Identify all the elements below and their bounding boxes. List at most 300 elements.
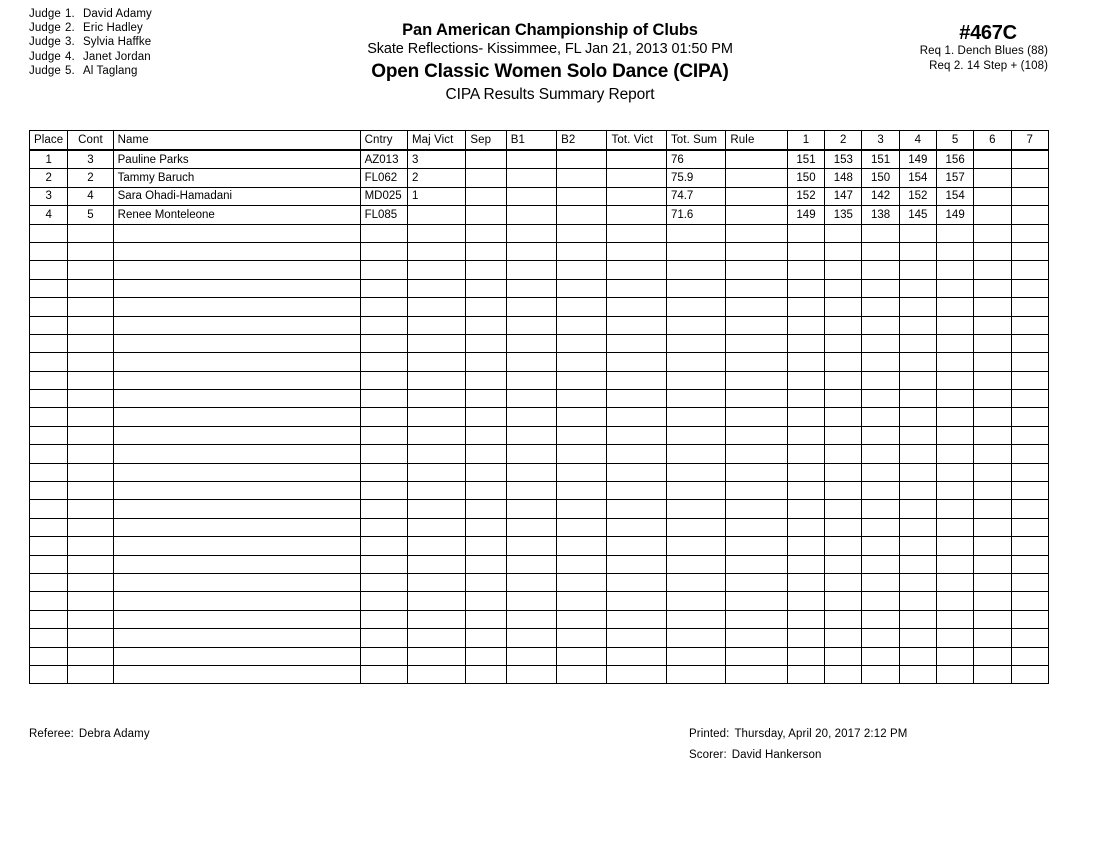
cell-maj_vict — [407, 408, 465, 426]
table-row-empty[interactable] — [30, 224, 1049, 242]
cell-maj_vict — [407, 261, 465, 279]
cell-j4 — [899, 242, 936, 260]
cell-j2 — [825, 408, 862, 426]
cell-b2 — [557, 316, 607, 334]
cell-tot_sum — [666, 316, 725, 334]
cell-j6 — [974, 408, 1011, 426]
table-row-empty[interactable] — [30, 537, 1049, 555]
results-table — [29, 130, 1049, 684]
cell-j1 — [787, 482, 824, 500]
cell-rule — [726, 242, 787, 260]
cell-b2 — [557, 482, 607, 500]
cell-j6 — [974, 573, 1011, 591]
cell-j4 — [899, 390, 936, 408]
table-row-empty[interactable] — [30, 298, 1049, 316]
table-row[interactable] — [30, 150, 1049, 169]
cell-cont — [68, 537, 113, 555]
table-row-empty[interactable] — [30, 573, 1049, 591]
cell-tot_sum — [666, 242, 725, 260]
cell-j2 — [825, 390, 862, 408]
cell-j5 — [936, 592, 973, 610]
cell-j7 — [1011, 665, 1048, 683]
cell-cont: 4 — [68, 187, 113, 205]
cell-j7 — [1011, 242, 1048, 260]
table-row-empty[interactable] — [30, 316, 1049, 334]
scorer-name: David Hankerson — [731, 749, 822, 761]
cell-b2 — [557, 463, 607, 481]
cell-j7 — [1011, 206, 1048, 224]
cell-j4 — [899, 353, 936, 371]
cell-cont — [68, 629, 113, 647]
cell-cont — [68, 555, 113, 573]
cell-tot_sum — [666, 647, 725, 665]
cell-place — [30, 500, 68, 518]
cell-j3 — [862, 500, 899, 518]
cell-j7 — [1011, 224, 1048, 242]
cell-tot_sum — [666, 665, 725, 683]
cell-j2 — [825, 353, 862, 371]
column-header-j3: 3 — [862, 131, 899, 151]
cell-cntry — [360, 261, 407, 279]
referee-line — [29, 728, 150, 740]
cell-j7 — [1011, 537, 1048, 555]
cell-j2 — [825, 224, 862, 242]
cell-tot_sum — [666, 390, 725, 408]
results-table-container — [29, 130, 1049, 684]
cell-tot_vict — [607, 150, 666, 169]
cell-j2 — [825, 298, 862, 316]
cell-j7 — [1011, 334, 1048, 352]
cell-cont — [68, 647, 113, 665]
cell-tot_vict — [607, 224, 666, 242]
cell-j3: 138 — [862, 206, 899, 224]
cell-j7 — [1011, 500, 1048, 518]
cell-cntry — [360, 537, 407, 555]
cell-tot_vict — [607, 555, 666, 573]
table-row[interactable] — [30, 187, 1049, 205]
cell-tot_sum — [666, 482, 725, 500]
cell-rule — [726, 463, 787, 481]
cell-j7 — [1011, 316, 1048, 334]
cell-j6 — [974, 500, 1011, 518]
cell-sep — [466, 390, 506, 408]
printed-label: Printed: — [689, 728, 730, 740]
column-header-b1: B1 — [506, 131, 556, 151]
cell-place — [30, 371, 68, 389]
cell-j5: 154 — [936, 187, 973, 205]
table-row-empty[interactable] — [30, 500, 1049, 518]
cell-tot_sum: 75.9 — [666, 169, 725, 187]
cell-j2 — [825, 445, 862, 463]
cell-cont — [68, 665, 113, 683]
cell-b2 — [557, 665, 607, 683]
cell-j2 — [825, 500, 862, 518]
cell-maj_vict — [407, 316, 465, 334]
column-header-b2: B2 — [557, 131, 607, 151]
cell-place: 2 — [30, 169, 68, 187]
cell-b2 — [557, 426, 607, 444]
cell-tot_vict — [607, 647, 666, 665]
cell-j3 — [862, 334, 899, 352]
cell-name — [113, 353, 360, 371]
cell-j2 — [825, 242, 862, 260]
cell-j1 — [787, 592, 824, 610]
cell-b1 — [506, 298, 556, 316]
cell-j2: 148 — [825, 169, 862, 187]
table-row-empty[interactable] — [30, 665, 1049, 683]
cell-b1 — [506, 500, 556, 518]
cell-j3 — [862, 647, 899, 665]
cell-cntry — [360, 592, 407, 610]
cell-j5 — [936, 665, 973, 683]
cell-cntry — [360, 629, 407, 647]
cell-j1 — [787, 445, 824, 463]
table-row-empty[interactable] — [30, 408, 1049, 426]
cell-name — [113, 518, 360, 536]
cell-j6 — [974, 261, 1011, 279]
cell-name — [113, 445, 360, 463]
cell-rule — [726, 665, 787, 683]
cell-j4 — [899, 537, 936, 555]
cell-j4 — [899, 610, 936, 628]
cell-j1 — [787, 665, 824, 683]
cell-maj_vict — [407, 482, 465, 500]
cell-j7 — [1011, 445, 1048, 463]
referee-name: Debra Adamy — [78, 728, 150, 740]
cell-j3 — [862, 242, 899, 260]
cell-place — [30, 629, 68, 647]
cell-b1 — [506, 647, 556, 665]
cell-name — [113, 371, 360, 389]
cell-rule — [726, 187, 787, 205]
cell-b1 — [506, 169, 556, 187]
column-header-j1: 1 — [787, 131, 824, 151]
cell-j5 — [936, 390, 973, 408]
cell-cont — [68, 261, 113, 279]
cell-tot_sum: 74.7 — [666, 187, 725, 205]
cell-j7 — [1011, 610, 1048, 628]
table-row-empty[interactable] — [30, 426, 1049, 444]
table-row-empty[interactable] — [30, 390, 1049, 408]
cell-j5 — [936, 408, 973, 426]
cell-j4 — [899, 426, 936, 444]
cell-j1 — [787, 408, 824, 426]
cell-sep — [466, 592, 506, 610]
cell-tot_sum — [666, 371, 725, 389]
cell-j1: 152 — [787, 187, 824, 205]
cell-b2 — [557, 279, 607, 297]
event-title: Pan American Championship of Clubs — [402, 21, 698, 39]
cell-j2 — [825, 518, 862, 536]
cell-sep — [466, 187, 506, 205]
cell-b1 — [506, 573, 556, 591]
cell-b1 — [506, 445, 556, 463]
cell-b1 — [506, 150, 556, 169]
cell-j3: 150 — [862, 169, 899, 187]
cell-j3 — [862, 408, 899, 426]
report-subtitle: CIPA Results Summary Report — [445, 86, 655, 103]
cell-j7 — [1011, 463, 1048, 481]
cell-j5 — [936, 224, 973, 242]
cell-j3 — [862, 573, 899, 591]
cell-rule — [726, 482, 787, 500]
cell-j7 — [1011, 261, 1048, 279]
cell-j1 — [787, 279, 824, 297]
cell-rule — [726, 573, 787, 591]
cell-place — [30, 224, 68, 242]
cell-b1 — [506, 408, 556, 426]
cell-b1 — [506, 261, 556, 279]
cell-place — [30, 463, 68, 481]
cell-name — [113, 334, 360, 352]
cell-rule — [726, 445, 787, 463]
table-row[interactable] — [30, 206, 1049, 224]
cell-tot_vict — [607, 334, 666, 352]
cell-cont — [68, 482, 113, 500]
table-row-empty[interactable] — [30, 482, 1049, 500]
table-row-empty[interactable] — [30, 463, 1049, 481]
cell-name — [113, 279, 360, 297]
cell-tot_sum — [666, 334, 725, 352]
column-header-j6: 6 — [974, 131, 1011, 151]
cell-j1 — [787, 518, 824, 536]
cell-j4 — [899, 482, 936, 500]
cell-cntry — [360, 279, 407, 297]
table-row-empty[interactable] — [30, 242, 1049, 260]
column-header-cont: Cont — [68, 131, 113, 151]
cell-b1 — [506, 224, 556, 242]
cell-cont — [68, 500, 113, 518]
cell-j4 — [899, 592, 936, 610]
cell-j6 — [974, 463, 1011, 481]
table-row-empty[interactable] — [30, 261, 1049, 279]
cell-maj_vict — [407, 426, 465, 444]
cell-j4 — [899, 463, 936, 481]
cell-tot_vict — [607, 316, 666, 334]
cell-rule — [726, 316, 787, 334]
cell-cont — [68, 298, 113, 316]
table-body — [30, 150, 1049, 684]
cell-cntry — [360, 334, 407, 352]
cell-name — [113, 610, 360, 628]
cell-b2 — [557, 610, 607, 628]
cell-j6 — [974, 187, 1011, 205]
column-header-place: Place — [30, 131, 68, 151]
cell-b2 — [557, 169, 607, 187]
column-header-j5: 5 — [936, 131, 973, 151]
table-row-empty[interactable] — [30, 334, 1049, 352]
cell-j7 — [1011, 555, 1048, 573]
cell-b1 — [506, 518, 556, 536]
cell-cont: 2 — [68, 169, 113, 187]
cell-tot_vict — [607, 610, 666, 628]
table-row-empty[interactable] — [30, 555, 1049, 573]
cell-j3 — [862, 353, 899, 371]
cell-name — [113, 482, 360, 500]
cell-b2 — [557, 592, 607, 610]
cell-j6 — [974, 353, 1011, 371]
table-row-empty[interactable] — [30, 353, 1049, 371]
cell-j5 — [936, 555, 973, 573]
cell-j6 — [974, 224, 1011, 242]
cell-j7 — [1011, 187, 1048, 205]
cell-j3: 151 — [862, 150, 899, 169]
cell-maj_vict — [407, 592, 465, 610]
judge-number: 3. — [65, 36, 75, 49]
cell-sep — [466, 629, 506, 647]
cell-tot_sum — [666, 426, 725, 444]
cell-cntry — [360, 298, 407, 316]
cell-j5: 149 — [936, 206, 973, 224]
cell-sep — [466, 426, 506, 444]
cell-place — [30, 610, 68, 628]
cell-tot_sum — [666, 592, 725, 610]
column-header-j7: 7 — [1011, 131, 1048, 151]
table-row-empty[interactable] — [30, 592, 1049, 610]
cell-j1 — [787, 316, 824, 334]
cell-j1 — [787, 390, 824, 408]
column-header-name: Name — [113, 131, 360, 151]
table-row-empty[interactable] — [30, 371, 1049, 389]
cell-tot_vict — [607, 463, 666, 481]
cell-cntry — [360, 408, 407, 426]
cell-tot_vict — [607, 482, 666, 500]
cell-j5 — [936, 629, 973, 647]
cell-place — [30, 445, 68, 463]
cell-place — [30, 242, 68, 260]
cell-b2 — [557, 334, 607, 352]
cell-maj_vict: 1 — [407, 187, 465, 205]
column-header-tot_sum: Tot. Sum — [666, 131, 725, 151]
cell-name — [113, 592, 360, 610]
cell-b2 — [557, 224, 607, 242]
cell-b1 — [506, 279, 556, 297]
cell-cont — [68, 408, 113, 426]
cell-b1 — [506, 537, 556, 555]
judge-name: Al Taglang — [83, 64, 138, 77]
cell-rule — [726, 279, 787, 297]
cell-j2: 135 — [825, 206, 862, 224]
table-row-empty[interactable] — [30, 518, 1049, 536]
cell-cont — [68, 242, 113, 260]
cell-j5 — [936, 463, 973, 481]
cell-name — [113, 224, 360, 242]
cell-cntry: MD025 — [360, 187, 407, 205]
cell-sep — [466, 500, 506, 518]
cell-sep — [466, 261, 506, 279]
cell-maj_vict — [407, 224, 465, 242]
cell-sep — [466, 371, 506, 389]
cell-j7 — [1011, 279, 1048, 297]
cell-b1 — [506, 426, 556, 444]
cell-rule — [726, 261, 787, 279]
cell-b2 — [557, 353, 607, 371]
cell-sep — [466, 463, 506, 481]
cell-j3 — [862, 463, 899, 481]
cell-tot_sum — [666, 224, 725, 242]
cell-maj_vict — [407, 298, 465, 316]
cell-j3 — [862, 518, 899, 536]
cell-cont: 3 — [68, 150, 113, 169]
cell-j2: 153 — [825, 150, 862, 169]
cell-tot_sum — [666, 261, 725, 279]
cell-cont — [68, 426, 113, 444]
table-row-empty[interactable] — [30, 445, 1049, 463]
cell-j2 — [825, 371, 862, 389]
cell-maj_vict — [407, 371, 465, 389]
cell-tot_sum — [666, 518, 725, 536]
cell-cntry — [360, 555, 407, 573]
cell-name — [113, 242, 360, 260]
column-header-j4: 4 — [899, 131, 936, 151]
cell-cntry — [360, 647, 407, 665]
table-row-empty[interactable] — [30, 647, 1049, 665]
table-row[interactable] — [30, 169, 1049, 187]
cell-name: Sara Ohadi-Hamadani — [113, 187, 360, 205]
judge-label: Judge — [29, 36, 61, 49]
cell-cntry — [360, 500, 407, 518]
cell-cont — [68, 279, 113, 297]
cell-j6 — [974, 482, 1011, 500]
cell-j3 — [862, 261, 899, 279]
cell-name: Tammy Baruch — [113, 169, 360, 187]
cell-b1 — [506, 353, 556, 371]
cell-j1: 150 — [787, 169, 824, 187]
cell-sep — [466, 555, 506, 573]
table-row-empty[interactable] — [30, 279, 1049, 297]
cell-name: Renee Monteleone — [113, 206, 360, 224]
cell-j2 — [825, 629, 862, 647]
table-row-empty[interactable] — [30, 629, 1049, 647]
cell-j1 — [787, 224, 824, 242]
requirement-line: Req 1. Dench Blues (88) — [919, 45, 1048, 57]
column-header-maj_vict: Maj Vict — [407, 131, 465, 151]
cell-cntry — [360, 573, 407, 591]
cell-tot_sum — [666, 555, 725, 573]
cell-j2 — [825, 316, 862, 334]
cell-j5: 156 — [936, 150, 973, 169]
cell-cntry — [360, 224, 407, 242]
cell-sep — [466, 408, 506, 426]
table-header — [30, 131, 1049, 151]
cell-maj_vict — [407, 629, 465, 647]
cell-place — [30, 261, 68, 279]
event-number: #467C — [959, 22, 1017, 44]
cell-name — [113, 463, 360, 481]
cell-sep — [466, 518, 506, 536]
cell-j6 — [974, 334, 1011, 352]
cell-j4 — [899, 408, 936, 426]
cell-cntry — [360, 316, 407, 334]
table-row-empty[interactable] — [30, 610, 1049, 628]
cell-maj_vict — [407, 334, 465, 352]
cell-place — [30, 482, 68, 500]
cell-j5 — [936, 518, 973, 536]
cell-j1: 149 — [787, 206, 824, 224]
cell-tot_vict — [607, 169, 666, 187]
judge-number: 2. — [65, 22, 75, 35]
cell-j2 — [825, 665, 862, 683]
cell-place — [30, 353, 68, 371]
cell-place: 4 — [30, 206, 68, 224]
cell-rule — [726, 334, 787, 352]
cell-j5 — [936, 647, 973, 665]
cell-j4 — [899, 371, 936, 389]
cell-j2 — [825, 592, 862, 610]
cell-j1 — [787, 647, 824, 665]
cell-cont — [68, 445, 113, 463]
cell-maj_vict: 3 — [407, 150, 465, 169]
